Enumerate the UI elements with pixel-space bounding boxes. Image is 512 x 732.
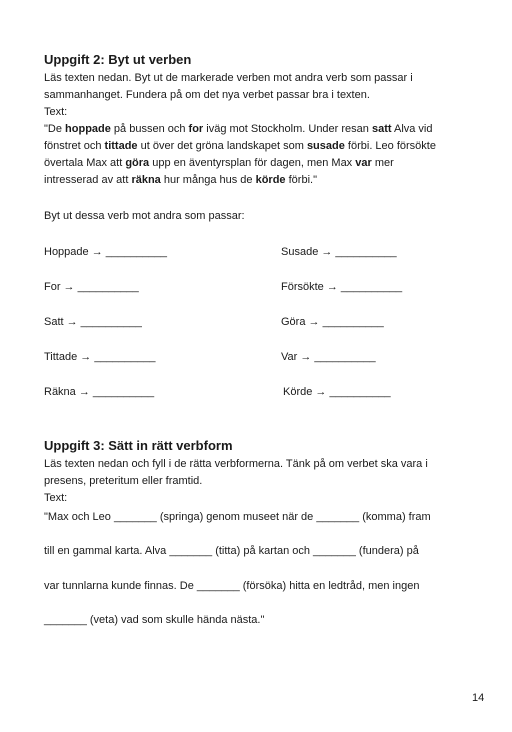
- verb-blank-right[interactable]: Göra → __________: [281, 316, 384, 328]
- verb-blank-left[interactable]: For → __________: [44, 281, 139, 293]
- highlighted-verb: susade: [306, 140, 345, 152]
- fill-in-line[interactable]: "Max och Leo _______ (springa) genom museet när de _______ (komma) fram: [44, 511, 431, 523]
- task2-passage-line: övertala Max att göra upp en äventyrsplan för dagen, men Max var mer: [44, 157, 394, 169]
- task3-text-label: Text:: [44, 492, 68, 504]
- highlighted-verb: satt: [371, 123, 392, 135]
- verb-blank-left[interactable]: Tittade → __________: [44, 351, 156, 363]
- highlighted-verb: hoppade: [65, 123, 111, 135]
- task3-title: Uppgift 3: Sätt in rätt verbform: [44, 438, 233, 453]
- highlighted-verb: tittade: [104, 140, 138, 152]
- page-number: 14: [472, 692, 485, 704]
- highlighted-verb: körde: [255, 174, 286, 186]
- verb-blank-left[interactable]: Räkna → __________: [44, 386, 155, 398]
- verb-blank-right[interactable]: Var → __________: [281, 351, 376, 363]
- task2-instruction-line: Läs texten nedan. Byt ut de markerade verben mot andra verb som passar i: [44, 72, 413, 84]
- task2-instruction-line: sammanhanget. Fundera på om det nya verbet passar bra i texten.: [44, 89, 370, 101]
- task3-instruction-line: Läs texten nedan och fyll i de rätta verbformerna. Tänk på om verbet ska vara i: [44, 458, 428, 470]
- fill-in-line[interactable]: till en gammal karta. Alva _______ (titta) på kartan och _______ (fundera) på: [44, 545, 419, 557]
- verb-blank-left[interactable]: Satt → __________: [44, 316, 142, 328]
- highlighted-verb: räkna: [131, 174, 161, 186]
- task2-passage-line: fönstret och tittade ut över det gröna landskapet som susade förbi. Leo försökte: [44, 140, 436, 152]
- verb-blank-right[interactable]: Försökte → __________: [281, 281, 403, 293]
- verb-blank-left[interactable]: Hoppade → __________: [44, 246, 167, 258]
- task2-passage-line: "De hoppade på bussen och for iväg mot Stockholm. Under resan satt Alva vid: [44, 123, 433, 135]
- task2-title: Uppgift 2: Byt ut verben: [44, 52, 192, 67]
- fill-in-line[interactable]: var tunnlarna kunde finnas. De _______ (försöka) hitta en ledtråd, men ingen: [44, 580, 420, 592]
- verb-blank-right[interactable]: Susade → __________: [281, 246, 397, 258]
- fill-in-line[interactable]: _______ (veta) vad som skulle hända nästa.": [44, 614, 265, 626]
- highlighted-verb: göra: [125, 157, 150, 169]
- task2-prompt: Byt ut dessa verb mot andra som passar:: [44, 210, 245, 222]
- task2-passage-line: intresserad av att räkna hur många hus de körde förbi.": [44, 174, 317, 186]
- highlighted-verb: var: [355, 157, 372, 169]
- task2-text-label: Text:: [44, 106, 68, 118]
- highlighted-verb: for: [188, 123, 204, 135]
- task3-instruction-line: presens, preteritum eller framtid.: [44, 475, 203, 487]
- verb-blank-right[interactable]: Körde → __________: [283, 386, 391, 398]
